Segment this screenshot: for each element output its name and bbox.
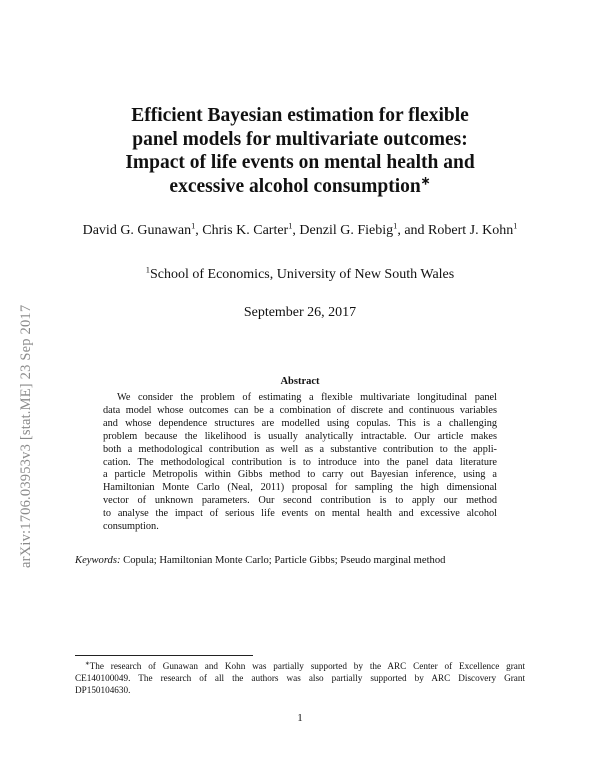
title-line: Efficient Bayesian estimation for flexible [131, 105, 469, 126]
footnote-text: The research of Gunawan and Kohn was partially supported by the ARC Center of Excellence grant [89, 661, 525, 671]
author-name: Denzil G. Fiebig [299, 223, 394, 238]
title-footnote-mark: ∗ [420, 174, 431, 187]
footnote-line: DP150104630. [75, 685, 131, 695]
affiliation-text: School of Economics, University of New South Wales [149, 267, 455, 282]
abstract-line: cation. The methodological contribution is to introduce into the panel data literature [103, 456, 497, 468]
abstract-body [103, 392, 497, 534]
keywords [75, 555, 525, 566]
footnote-line: CE140100049. The research of all the authors was also partially supported by ARC Discovery Grant [75, 673, 525, 683]
author-separator: , [292, 223, 300, 238]
abstract-line: data model whose outcomes can be a combination of discrete and continuous variables [103, 404, 497, 416]
title-line [80, 175, 520, 199]
affiliation-mark: 1 [145, 265, 150, 275]
abstract-line: We consider the problem of estimating a flexible multivariate longitudinal panel [117, 392, 497, 403]
author-separator: , and [397, 223, 429, 238]
footnote-line [75, 660, 525, 672]
abstract-line: both a methodological contribution as well as a substantive contribution to the appli- [103, 443, 497, 455]
author-separator: , [195, 223, 203, 238]
abstract-line: vector of unknown parameters. Our second contribution is to apply our method [103, 495, 497, 507]
abstract-line: and whose dependence structures are modelled using copulas. This is a challenging [103, 417, 497, 429]
author-name: David G. Gunawan [82, 223, 192, 238]
publication-date: September 26, 2017 [243, 305, 357, 320]
keywords-text: Copula; Hamiltonian Monte Carlo; Particle Gibbs; Pseudo marginal method [120, 555, 446, 566]
footnote-rule [75, 655, 253, 656]
arxiv-identifier-stamp: arXiv:1706.03953v3 [stat.ME] 23 Sep 2017 [18, 304, 34, 568]
abstract-line: problem because the likelihood is usually analytically intractable. Our article makes [103, 430, 497, 442]
author-name: Robert J. Kohn [428, 223, 514, 238]
affiliation [70, 267, 530, 283]
title-line: Impact of life events on mental health and [125, 152, 475, 173]
keywords-label: Keywords: [75, 555, 121, 566]
abstract-line: consumption. [103, 521, 159, 533]
footnote [75, 660, 525, 696]
abstract-line: a particle Metropolis within Gibbs method to carry out Bayesian inference, using a [103, 469, 497, 481]
abstract-heading: Abstract [280, 376, 320, 387]
abstract-line: Hamiltonian Monte Carlo (Neal, 2011) proposal for sampling the high dimensional [103, 482, 497, 494]
affiliation-mark: 1 [191, 221, 196, 231]
title-line: panel models for multivariate outcomes: [132, 128, 468, 150]
affiliation-mark: 1 [513, 221, 518, 231]
abstract-line: to analyse the impact of serious life events on mental health and excessive alcohol [103, 508, 497, 520]
author-name: Chris K. Carter [202, 223, 289, 238]
affiliation-mark: 1 [393, 221, 398, 231]
footnote-mark: ∗ [85, 660, 90, 667]
paper-title [80, 104, 520, 198]
title-line-text: excessive alcohol consumption [169, 175, 421, 197]
page-number: 1 [297, 712, 303, 724]
affiliation-mark: 1 [288, 221, 293, 231]
author-list [70, 222, 530, 240]
